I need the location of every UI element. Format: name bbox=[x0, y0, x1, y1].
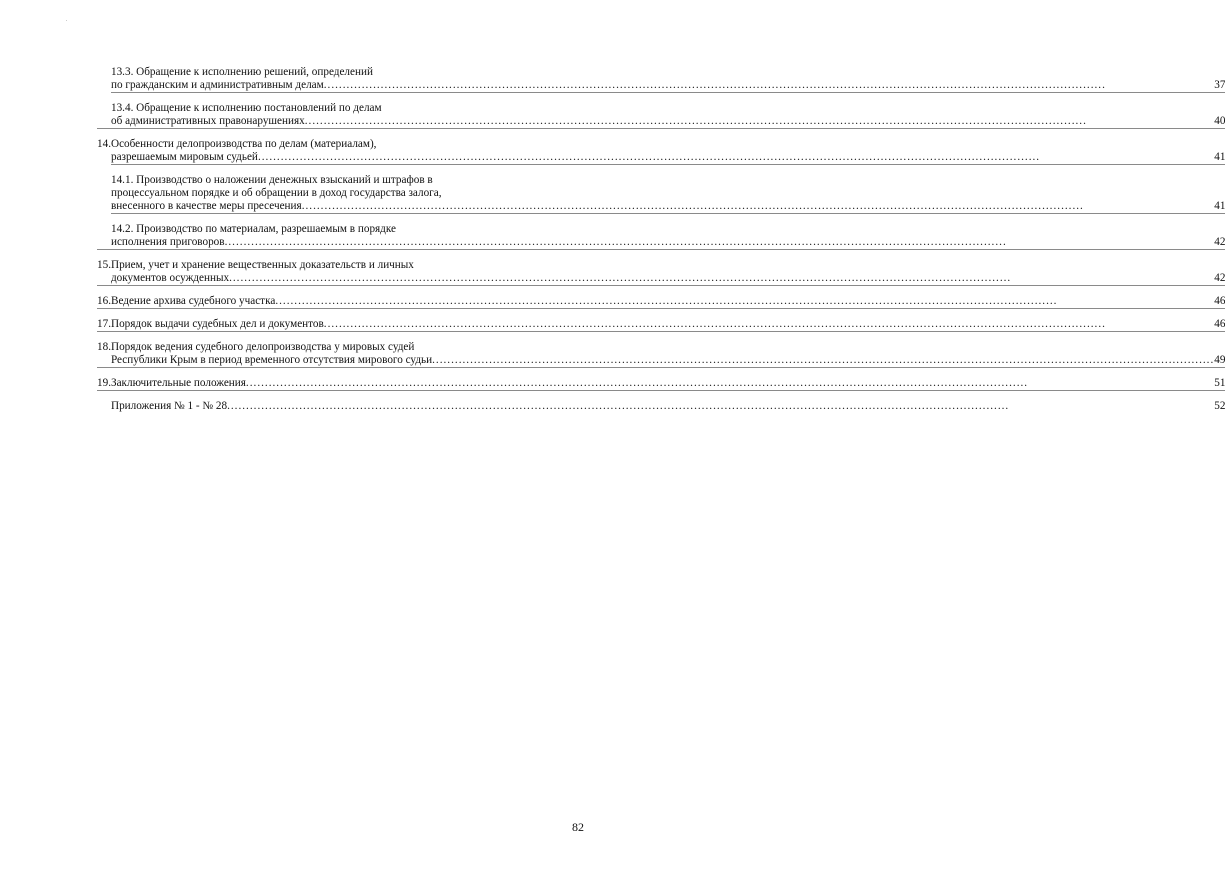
toc-entry-leader-line bbox=[111, 151, 1214, 164]
toc-entry-title bbox=[111, 102, 1214, 129]
toc-entry-leader-line bbox=[111, 377, 1214, 390]
dot-leader bbox=[258, 151, 1214, 164]
toc-entry-title bbox=[111, 295, 1214, 309]
toc-entry-title-line: процессуальном порядке и об обращении в доход государства залога, bbox=[110, 187, 442, 199]
dot-leader bbox=[229, 272, 1214, 285]
toc-entry-title-last-line: Порядок выдачи судебных дел и документов bbox=[110, 318, 324, 330]
toc-entry[interactable] bbox=[97, 66, 1225, 93]
toc-entry-page: 37 bbox=[1214, 79, 1225, 91]
toc-entry-title-line: Особенности делопроизводства по делам (материалам), bbox=[110, 138, 377, 150]
toc-entry-page: 40 bbox=[1214, 115, 1225, 127]
toc-entry-title-last-line: Ведение архива судебного участка bbox=[110, 295, 276, 307]
dot-leader bbox=[225, 236, 1215, 249]
toc-entry[interactable] bbox=[97, 318, 1225, 332]
toc-entry-leader-line bbox=[111, 272, 1214, 285]
toc-entry[interactable] bbox=[97, 400, 1225, 413]
toc-entry-title bbox=[111, 318, 1214, 332]
toc-entry-page: 49 bbox=[1214, 354, 1225, 366]
dot-leader bbox=[305, 115, 1215, 128]
toc-entry-title bbox=[111, 377, 1214, 391]
dot-leader bbox=[227, 400, 1214, 413]
toc-entry-title bbox=[111, 341, 1214, 368]
toc-entry-title-last-line: по гражданским и административным делам bbox=[110, 79, 324, 91]
toc-entry-title-line: 14.2. Производство по материалам, разрешаемым в порядке bbox=[110, 223, 396, 235]
toc-entry-number: 15. bbox=[97, 259, 111, 271]
toc-entry-leader-line bbox=[111, 200, 1214, 213]
toc-body bbox=[97, 66, 1225, 413]
toc-entry-leader-line bbox=[111, 295, 1214, 308]
toc-entry-leader-line bbox=[111, 115, 1214, 128]
scan-speck bbox=[66, 20, 67, 21]
table-of-contents bbox=[97, 66, 1225, 413]
toc-entry-title bbox=[111, 138, 1214, 165]
toc-entry-title-line: 13.3. Обращение к исполнению решений, определений bbox=[110, 66, 373, 78]
toc-entry-number bbox=[97, 174, 111, 214]
toc-entry[interactable] bbox=[97, 377, 1225, 391]
toc-entry-number bbox=[97, 102, 111, 129]
toc-entry-page: 51 bbox=[1214, 377, 1225, 389]
toc-entry-number: 14. bbox=[97, 138, 111, 150]
toc-entry-leader-line bbox=[111, 236, 1214, 249]
toc-entry[interactable] bbox=[97, 223, 1225, 250]
toc-entry-title bbox=[111, 223, 1214, 250]
toc-entry-title-last-line: Приложения № 1 - № 28 bbox=[110, 400, 228, 412]
toc-entry[interactable] bbox=[97, 259, 1225, 286]
toc-entry-number: 17. bbox=[97, 318, 111, 330]
toc-entry-title-last-line: разрешаемым мировым судьей bbox=[110, 151, 258, 163]
toc-entry-leader-line bbox=[111, 79, 1214, 92]
toc-entry-title bbox=[111, 66, 1214, 93]
dot-leader bbox=[324, 318, 1215, 331]
toc-entry-leader-line bbox=[111, 354, 1214, 367]
toc-entry-title-line: Прием, учет и хранение вещественных доказательств и личных bbox=[110, 259, 414, 271]
toc-entry-number: 16. bbox=[97, 295, 111, 307]
dot-leader bbox=[324, 79, 1215, 92]
toc-entry-page: 42 bbox=[1214, 272, 1225, 284]
toc-entry-number: 18. bbox=[97, 341, 111, 353]
toc-entry-page: 46 bbox=[1214, 318, 1225, 330]
dot-leader bbox=[275, 295, 1214, 308]
toc-entry-number bbox=[97, 66, 111, 93]
toc-entry[interactable] bbox=[97, 341, 1225, 368]
toc-entry-page: 41 bbox=[1214, 151, 1225, 163]
toc-entry-title-line: Порядок ведения судебного делопроизводства у мировых судей bbox=[110, 341, 415, 353]
toc-entry-number: 19. bbox=[97, 377, 111, 389]
toc-entry-title-last-line: внесенного в качестве меры пресечения bbox=[110, 200, 302, 212]
toc-entry-page: 52 bbox=[1214, 400, 1225, 412]
dot-leader bbox=[246, 377, 1214, 390]
toc-entry-title-last-line: Заключительные положения bbox=[110, 377, 246, 389]
toc-entry-title bbox=[111, 174, 1214, 214]
toc-entry-title-last-line: исполнения приговоров bbox=[110, 236, 225, 248]
dot-leader bbox=[432, 354, 1214, 367]
toc-entry[interactable] bbox=[97, 174, 1225, 214]
toc-entry-number bbox=[97, 400, 111, 413]
toc-entry-title bbox=[111, 400, 1214, 413]
toc-entry-page: 42 bbox=[1214, 236, 1225, 248]
toc-entry-title-last-line: документов осужденных bbox=[110, 272, 230, 284]
toc-entry-page: 41 bbox=[1214, 200, 1225, 212]
toc-entry[interactable] bbox=[97, 138, 1225, 165]
toc-entry-leader-line bbox=[111, 400, 1214, 413]
toc-entry-number bbox=[97, 223, 111, 250]
page-number: 82 bbox=[572, 820, 584, 834]
toc-entry-title-line: 13.4. Обращение к исполнению постановлений по делам bbox=[110, 102, 382, 114]
toc-entry-title bbox=[111, 259, 1214, 286]
dot-leader bbox=[302, 200, 1215, 213]
toc-entry-title-line: 14.1. Производство о наложении денежных взысканий и штрафов в bbox=[110, 174, 433, 186]
toc-entry-title-last-line: об административных правонарушениях bbox=[110, 115, 305, 127]
toc-entry-leader-line bbox=[111, 318, 1214, 331]
toc-entry[interactable] bbox=[97, 295, 1225, 309]
toc-entry[interactable] bbox=[97, 102, 1225, 129]
toc-entry-title-last-line: Республики Крым в период временного отсутствия мирового судьи bbox=[110, 354, 433, 366]
toc-entry-page: 46 bbox=[1214, 295, 1225, 307]
